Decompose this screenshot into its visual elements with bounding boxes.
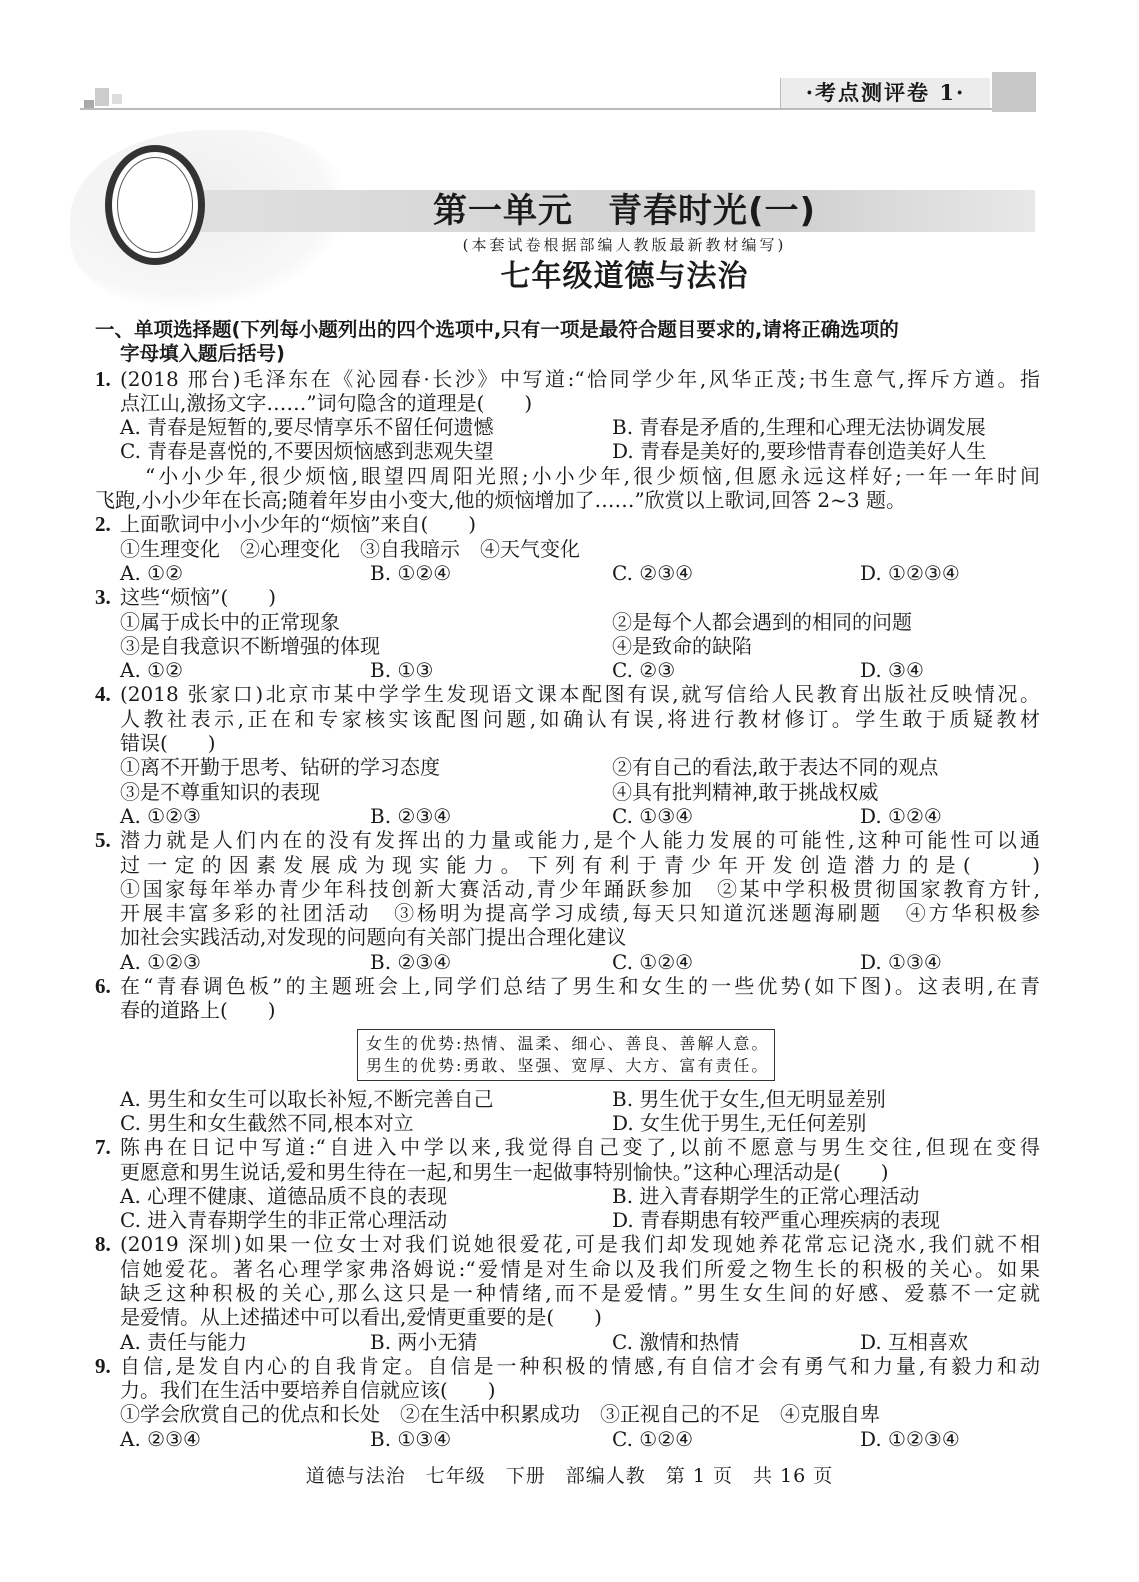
question [95, 367, 1040, 464]
question-line [95, 464, 1040, 488]
question-text: 过一定的因素发展成为现实能力。下列有利于青少年开发创造潜力的是( ) [120, 852, 1040, 877]
statement: ③是不尊重知识的表现 [120, 779, 320, 804]
question-line [95, 1305, 1040, 1329]
answer-option: D. ①②③④ [860, 1426, 960, 1451]
answer-option: B. ②③④ [370, 949, 452, 974]
question-line [95, 901, 1040, 925]
answer-option: A. ①② [120, 658, 184, 683]
question-line [95, 391, 1040, 415]
question-text: 是爱情。从上述描述中可以看出,爱情更重要的是( ) [120, 1305, 602, 1330]
section-heading [95, 318, 1040, 342]
statement: ②是每个人都会遇到的相同的问题 [612, 609, 912, 634]
statement: ①离不开勤于思考、钻研的学习态度 [120, 755, 440, 780]
questions [95, 318, 1040, 1451]
answer-option: C. ②③ [612, 658, 676, 683]
statement: ④是致命的缺陷 [612, 633, 752, 658]
option-row [95, 1402, 1040, 1426]
answer-option: D. ③④ [860, 658, 924, 683]
question-line [95, 1281, 1040, 1305]
question-line [95, 682, 1040, 706]
answer-option: B. 青春是矛盾的,生理和心理无法协调发展 [612, 415, 986, 440]
option-row [95, 755, 1040, 779]
answer-option: A. 责任与能力 [120, 1329, 248, 1354]
question-text: ①国家每年举办青少年科技创新大赛活动,青少年踊跃参加 ②某中学积极贯彻国家教育方针, [120, 876, 1040, 901]
question [95, 1135, 1040, 1232]
option-row [95, 561, 1040, 585]
answer-option: B. ①③④ [370, 1426, 452, 1451]
question [95, 512, 1040, 585]
subtitle: (本套试卷根据部编人教版最新教材编写) [462, 236, 787, 254]
option-row [95, 439, 1040, 463]
question-line [95, 974, 1040, 998]
question-line [95, 1135, 1040, 1159]
option-row [95, 1427, 1040, 1451]
option-row [95, 1087, 1040, 1111]
answer-option: B. 进入青春期学生的正常心理活动 [612, 1183, 920, 1208]
answer-option: D. 青春期患有较严重心理疾病的表现 [612, 1208, 941, 1233]
advantages-line: 男生的优势:勇敢、坚强、宽厚、大方、富有责任。 [366, 1055, 770, 1075]
tag-side-block [992, 72, 1036, 112]
corner-decoration [95, 88, 109, 106]
question-number: 9. [95, 1353, 111, 1378]
question-line [95, 828, 1040, 852]
question-line [95, 731, 1040, 755]
question-text: 点江山,激扬文字……”词句隐含的道理是( ) [120, 390, 533, 415]
passage-text: 飞跑,小小少年在长高;随着年岁由小变大,他的烦恼增加了……”欣赏以上歌词,回答 2~3 题。 [95, 488, 906, 513]
question-text: 更愿意和男生说话,爱和男生待在一起,和男生一起做事特别愉快。”这种心理活动是( ) [120, 1159, 889, 1184]
paper-tag: ·考点测评卷 1· [780, 78, 990, 108]
answer-option: C. ①②④ [612, 949, 694, 974]
answer-option: A. ①② [120, 560, 184, 585]
answer-option: D. 互相喜欢 [860, 1329, 969, 1354]
question-text: (2018 邢台)毛泽东在《沁园春·长沙》中写道:“恰同学少年,风华正茂;书生意气,挥斥方遒。指 [120, 366, 1040, 391]
question-text: 陈冉在日记中写道:“自进入中学以来,我觉得自己变了,以前不愿意与男生交往,但现在变得 [120, 1135, 1040, 1160]
question-number: 5. [95, 828, 111, 853]
page-footer: 道德与法治 七年级 下册 部编人教 第 1 页 共 16 页 [305, 1465, 834, 1487]
answer-option: D. ①②④ [860, 803, 942, 828]
option-row [95, 1208, 1040, 1232]
statement: ①生理变化 ②心理变化 ③自我暗示 ④天气变化 [120, 536, 580, 561]
statement: ①学会欣赏自己的优点和长处 ②在生活中积累成功 ③正视自己的不足 ④克服自卑 [120, 1402, 880, 1427]
answer-option: D. 青春是美好的,要珍惜青春创造美好人生 [612, 439, 987, 464]
answer-option: B. ①③ [370, 658, 434, 683]
question-line [95, 1257, 1040, 1281]
question-number: 8. [95, 1232, 111, 1257]
statement: ③是自我意识不断增强的体现 [120, 633, 380, 658]
option-row [95, 1330, 1040, 1354]
option-row [95, 1111, 1040, 1135]
question-line [95, 585, 1040, 609]
answer-option: B. ①②④ [370, 560, 452, 585]
question-text: 潜力就是人们内在的没有发挥出的力量或能力,是个人能力发展的可能性,这种可能性可以通 [120, 828, 1040, 853]
question [95, 682, 1040, 828]
question-text: (2018 张家口)北京市某中学学生发现语文课本配图有误,就写信给人民教育出版社反映情况。 [120, 682, 1040, 707]
passage-text: “小小少年,很少烦恼,眼望四周阳光照;小小少年,很少烦恼,但愿永远这样好;一年一年时间 [145, 463, 1040, 488]
question-line [95, 1232, 1040, 1256]
question-line [95, 707, 1040, 731]
answer-option: B. 两小无猜 [370, 1329, 478, 1354]
question-line [95, 1160, 1040, 1184]
question-number: 1. [95, 366, 111, 391]
question-text: 上面歌词中小小少年的“烦恼”来自( ) [120, 512, 477, 537]
section-heading-line: 一、单项选择题(下列每小题列出的四个选项中,只有一项是最符合题目要求的,请将正确选项的 [95, 318, 899, 341]
section-heading-line: 字母填入题后括号) [120, 342, 285, 366]
header-rule [80, 108, 1035, 110]
advantages-box [357, 1029, 775, 1081]
question-number: 2. [95, 512, 111, 537]
answer-option: B. ②③④ [370, 803, 452, 828]
question-line [95, 877, 1040, 901]
question-number: 6. [95, 974, 111, 999]
statement: ④具有批判精神,敢于挑战权威 [612, 779, 879, 804]
question [95, 974, 1040, 1135]
answer-option: D. 女生优于男生,无任何差别 [612, 1110, 867, 1135]
answer-option: A. ①②③ [120, 803, 201, 828]
corner-decoration [112, 94, 122, 104]
question-line [95, 998, 1040, 1022]
question-text: 信她爱花。著名心理学家弗洛姆说:“爱情是对生命以及我们所爱之物生长的积极的关心。如果 [120, 1256, 1040, 1281]
answer-option: A. 男生和女生可以取长补短,不断完善自己 [120, 1086, 494, 1111]
answer-option: D. ①②③④ [860, 560, 960, 585]
option-row [95, 950, 1040, 974]
answer-option: C. ②③④ [612, 560, 694, 585]
grade-subject: 七年级道德与法治 [500, 259, 749, 294]
lyrics-passage [95, 464, 1040, 513]
question [95, 585, 1040, 682]
statement: ②有自己的看法,敢于表达不同的观点 [612, 755, 939, 780]
question-line [95, 1354, 1040, 1378]
question-number: 4. [95, 682, 111, 707]
answer-option: B. 男生优于女生,但无明显差别 [612, 1086, 886, 1111]
question-line [95, 853, 1040, 877]
option-row [95, 1184, 1040, 1208]
question-text: 人教社表示,正在和专家核实该配图问题,如确认有误,将进行教材修订。学生敢于质疑教材 [120, 706, 1040, 731]
question-number: 3. [95, 585, 111, 610]
answer-option: C. ①③④ [612, 803, 694, 828]
question-line [95, 925, 1040, 949]
question-text: 这些“烦恼”( ) [120, 585, 277, 610]
answer-option: A. 青春是短暂的,要尽情享乐不留任何遗憾 [120, 415, 494, 440]
answer-option: A. ②③④ [120, 1426, 201, 1451]
question-text: 力。我们在生活中要培养自信就应该( ) [120, 1378, 496, 1403]
question-line [95, 512, 1040, 536]
question-text: 自信,是发自内心的自我肯定。自信是一种积极的情感,有自信才会有勇气和力量,有毅力和动 [120, 1353, 1040, 1378]
answer-option: C. 青春是喜悦的,不要因烦恼感到悲观失望 [120, 439, 494, 464]
advantages-line: 女生的优势:热情、温柔、细心、善良、善解人意。 [366, 1033, 770, 1053]
question-text: 缺乏这种积极的关心,那么这只是一种情绪,而不是爱情。”男生女生间的好感、爱慕不一定就 [120, 1280, 1040, 1305]
question-text: (2019 深圳)如果一位女士对我们说她很爱花,可是我们却发现她养花常忘记浇水,我们就不相 [120, 1232, 1040, 1257]
option-row [95, 415, 1040, 439]
option-row [95, 634, 1040, 658]
question [95, 1232, 1040, 1353]
answer-option: C. 男生和女生截然不同,根本对立 [120, 1110, 414, 1135]
question-line [95, 367, 1040, 391]
answer-option: D. ①③④ [860, 949, 942, 974]
question-text: 错误( ) [120, 731, 216, 756]
answer-option: C. 进入青春期学生的非正常心理活动 [120, 1208, 448, 1233]
option-row [95, 610, 1040, 634]
section-heading [95, 342, 1040, 366]
question-line [95, 488, 1040, 512]
unit-title: 第一单元 青春时光(一) [432, 191, 817, 231]
question [95, 1354, 1040, 1451]
answer-option: A. 心理不健康、道德品质不良的表现 [120, 1183, 448, 1208]
question-text: 春的道路上( ) [120, 998, 276, 1023]
question-text: 在“青春调色板”的主题班会上,同学们总结了男生和女生的一些优势(如下图)。这表明,在青 [120, 974, 1040, 999]
answer-option: A. ①②③ [120, 949, 201, 974]
question [95, 828, 1040, 974]
answer-option: C. ①②④ [612, 1426, 694, 1451]
statement: ①属于成长中的正常现象 [120, 609, 340, 634]
option-row [95, 804, 1040, 828]
option-row [95, 780, 1040, 804]
question-number: 7. [95, 1135, 111, 1160]
question-line [95, 1378, 1040, 1402]
question-text: 加社会实践活动,对发现的问题向有关部门提出合理化建议 [120, 925, 627, 950]
option-row [95, 537, 1040, 561]
answer-option: C. 激情和热情 [612, 1329, 740, 1354]
question-text: 开展丰富多彩的社团活动 ③杨明为提高学习成绩,每天只知道沉迷题海刷题 ④方华积极参 [120, 901, 1040, 926]
option-row [95, 658, 1040, 682]
